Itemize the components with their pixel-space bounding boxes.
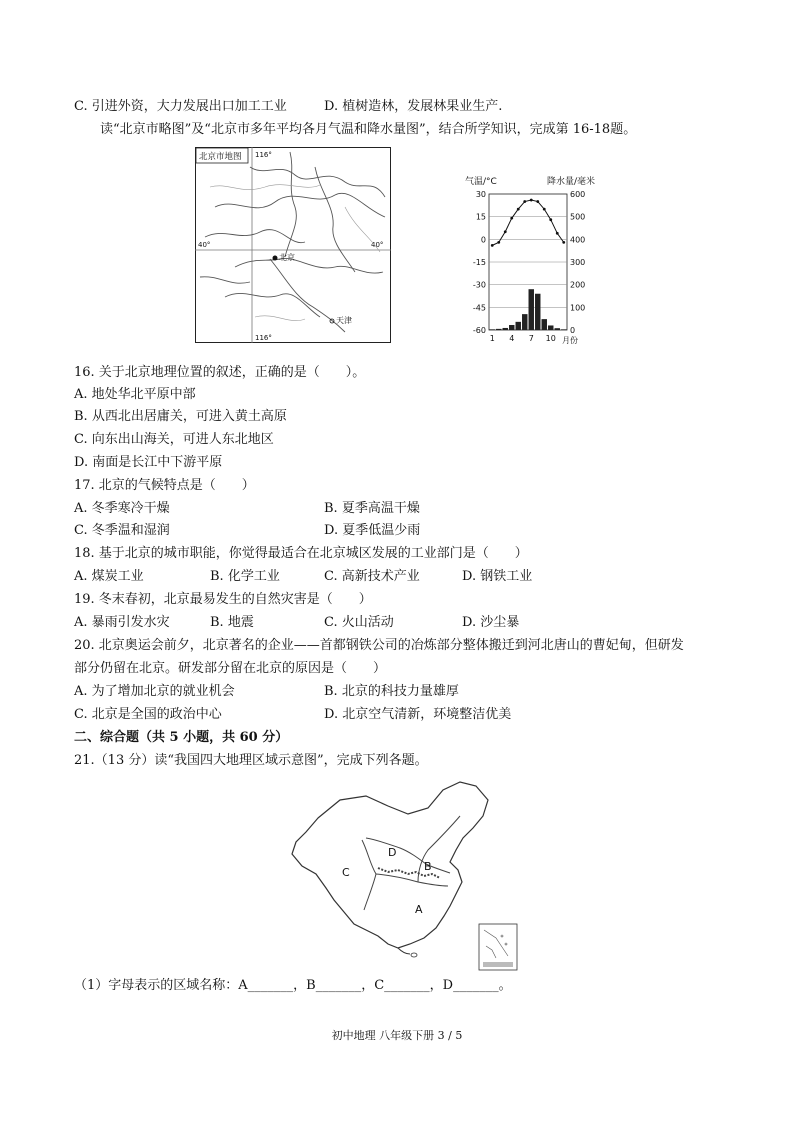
- q18-option-a: A. 煤炭工业: [74, 569, 144, 584]
- q21-part-1: （1）字母表示的区域名称：A_______，B_______，C_______，D_______。: [74, 978, 512, 993]
- temperature-point: [510, 217, 513, 220]
- temperature-point: [523, 200, 526, 203]
- temperature-point: [549, 218, 552, 221]
- temperature-tick-label: 30: [475, 190, 486, 199]
- temperature-point: [536, 200, 539, 203]
- q20-option-d: D. 北京空气清新，环境整洁优美: [324, 707, 512, 722]
- precipitation-bar: [516, 322, 521, 330]
- precipitation-bar: [529, 289, 534, 330]
- beijing-map-lon-top: 116°: [255, 151, 272, 159]
- beijing-map: [195, 147, 391, 343]
- q16-option-b: B. 从西北出居庸关，可进入黄土高原: [74, 409, 287, 424]
- precipitation-bar: [503, 328, 508, 330]
- page-footer: 初中地理 八年级下册 3 / 5: [331, 1029, 463, 1042]
- section-2-heading: 二、综合题（共 5 小题，共 60 分）: [74, 730, 289, 745]
- temperature-tick-label: -15: [472, 258, 486, 267]
- q16-option-c: C. 向东出山海关，可进人东北地区: [74, 432, 274, 447]
- region-label-a: A: [415, 903, 423, 916]
- temperature-tick-label: -30: [472, 280, 486, 290]
- q17-option-d: D. 夏季低温少雨: [324, 523, 421, 538]
- q16-stem: 16. 关于北京地理位置的叙述，正确的是（ ）。: [74, 365, 366, 380]
- precipitation-bar: [509, 325, 514, 330]
- temperature-point: [491, 244, 494, 247]
- q18-option-c: C. 高新技术产业: [324, 569, 420, 584]
- temperature-line: [492, 200, 564, 245]
- q21-stem: 21.（13 分）读“我国四大地理区域示意图”，完成下列各题。: [74, 753, 428, 768]
- region-label-c: C: [342, 866, 350, 879]
- precipitation-bar: [555, 328, 560, 330]
- temperature-point: [504, 230, 507, 233]
- reading-instruction: 读“北京市略图”及“北京市多年平均各月气温和降水量图”，结合所学知识，完成第 16-18题。: [100, 122, 637, 137]
- q19-option-d: D. 沙尘暴: [462, 615, 520, 630]
- x-axis-unit: 月份: [562, 336, 578, 345]
- precipitation-bar: [542, 319, 547, 330]
- temperature-tick-label: -60: [472, 326, 486, 335]
- precipitation-tick-label: 600: [570, 190, 586, 199]
- precipitation-bar: [522, 314, 527, 330]
- region-label-d: D: [388, 846, 397, 859]
- q19-option-c: C. 火山活动: [324, 615, 394, 630]
- temperature-point: [543, 208, 546, 211]
- q20-option-c: C. 北京是全国的政治中心: [74, 707, 222, 722]
- q17-stem: 17. 北京的气候特点是（ ）: [74, 478, 255, 493]
- precipitation-bar: [561, 329, 566, 330]
- temperature-axis-title: 气温/°C: [465, 177, 497, 187]
- option-d-line: D. 植树造林，发展林果业生产.: [324, 99, 503, 114]
- temperature-point: [517, 208, 520, 211]
- month-tick-label: 7: [528, 334, 534, 343]
- q20-stem: 20. 北京奥运会前夕，北京著名的企业——首都钢铁公司的冶炼部分整体搬迁到河北唐山的曹妃甸，但研发: [74, 638, 684, 653]
- precipitation-axis-title: 降水量/毫米: [547, 177, 596, 187]
- beijing-map-lat-right: 40°: [371, 241, 384, 249]
- option-c-line: C. 引进外资，大力发展出口加工工业: [74, 99, 287, 114]
- q18-stem: 18. 基于北京的城市职能，你觉得最适合在北京城区发展的工业部门是（ ）: [74, 546, 528, 561]
- climate-chart: [455, 172, 605, 347]
- temperature-point: [556, 232, 559, 235]
- temperature-tick-label: -45: [472, 303, 486, 313]
- q17-option-b: B. 夏季高温干燥: [324, 501, 420, 516]
- q19-option-b: B. 地震: [210, 615, 254, 630]
- tianjin-city-label: 天津: [336, 316, 352, 325]
- temperature-point: [562, 241, 565, 244]
- temperature-tick-label: 0: [480, 235, 486, 245]
- q20-option-b: B. 北京的科技力量雄厚: [324, 684, 459, 699]
- q16-option-d: D. 南面是长江中下游平原: [74, 455, 223, 470]
- beijing-city-label: 北京: [279, 253, 295, 262]
- precipitation-tick-label: 400: [570, 235, 586, 245]
- beijing-map-title: 北京市地图: [199, 152, 242, 162]
- temperature-tick-label: 15: [475, 212, 486, 222]
- q17-option-a: A. 冬季寒冷干燥: [74, 501, 170, 516]
- precipitation-tick-label: 500: [570, 212, 586, 222]
- month-tick-label: 10: [545, 334, 556, 343]
- q19-stem: 19. 冬末春初，北京最易发生的自然灾害是（ ）: [74, 592, 372, 607]
- q20-stem-cont: 部分仍留在北京。研发部分留在北京的原因是（ ）: [74, 661, 387, 676]
- precipitation-tick-label: 200: [570, 280, 586, 290]
- precipitation-tick-label: 0: [570, 326, 576, 335]
- precipitation-bar: [548, 325, 553, 330]
- temperature-point: [530, 199, 533, 202]
- precipitation-tick-label: 100: [570, 303, 586, 313]
- q19-option-a: A. 暴雨引发水灾: [74, 615, 170, 630]
- q16-option-a: A. 地处华北平原中部: [74, 387, 196, 402]
- region-label-b: B: [424, 860, 432, 873]
- q20-option-a: A. 为了增加北京的就业机会: [74, 684, 235, 699]
- q18-option-b: B. 化学工业: [210, 569, 280, 584]
- precipitation-bar: [490, 329, 495, 330]
- q17-option-c: C. 冬季温和湿润: [74, 523, 170, 538]
- precipitation-bar: [496, 329, 501, 330]
- china-regions-map: [278, 778, 528, 973]
- month-tick-label: 1: [489, 334, 495, 343]
- precipitation-bar: [535, 294, 540, 330]
- beijing-map-lon-bottom: 116°: [255, 334, 272, 342]
- temperature-point: [497, 241, 500, 244]
- beijing-map-lat-left: 40°: [198, 241, 211, 249]
- precipitation-tick-label: 300: [570, 258, 586, 267]
- month-tick-label: 4: [509, 334, 515, 343]
- q18-option-d: D. 钢铁工业: [462, 569, 533, 584]
